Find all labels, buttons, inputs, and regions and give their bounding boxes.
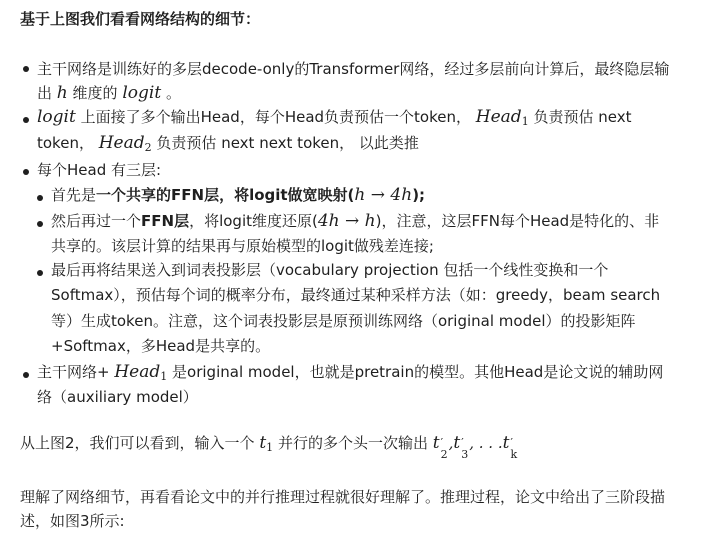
math-t1-sub: 1 <box>266 441 274 454</box>
sub-bullet-3-line-4 <box>51 333 270 359</box>
math-head-1-base: Head <box>475 107 522 127</box>
sub-bullet-dot <box>37 195 43 201</box>
bullet-1-line-2 <box>37 80 181 106</box>
math-ellipsis: , . . . <box>469 434 503 452</box>
bullet-2-text-3: token， <box>37 134 94 152</box>
math-t3-script <box>460 434 469 461</box>
paragraph-1 <box>20 430 518 461</box>
bullet-1-text-pre: 出 <box>37 84 53 102</box>
sub-bullet-1-bold: 一个共享的FFN层，将logit做宽映射( <box>96 186 355 204</box>
math-t2-script <box>440 434 449 461</box>
bullet-2-text-1: 上面接了多个输出Head，每个Head负责预估一个token， <box>80 108 471 126</box>
sub-bullet-dot <box>37 221 43 227</box>
bullet-4-line-2-text: 络（auxiliary model） <box>37 388 198 406</box>
bullet-4-pre: 主干网络+ <box>37 363 110 381</box>
math-head-1-sub: 1 <box>521 115 529 128</box>
sub-bullet-1-line <box>51 182 425 208</box>
math-4h-to-h: 4h → h <box>317 211 376 231</box>
bullet-3-line <box>37 157 161 183</box>
sub-bullet-2-line-1 <box>51 208 659 234</box>
sub-bullet-2-mid: ，将logit维度还原( <box>189 212 318 230</box>
bullet-4-post: 是original model，也就是pretrain的模型。其他Head是论文说的辅助网 <box>172 363 664 381</box>
math-head-2-sub: 2 <box>144 141 152 154</box>
math-logit: logit <box>37 107 76 127</box>
sub-bullet-2-post: )，注意，这层FFN每个Head是特化的、非 <box>375 212 660 230</box>
math-tk-script <box>509 434 518 461</box>
bullet-dot <box>23 169 29 175</box>
section-heading: 基于上图我们看看网络结构的细节： <box>20 10 261 28</box>
bullet-1-text: 主干网络是训练好的多层decode-only的Transformer网络，经过多层前向计算后，最终隐层输 <box>37 60 670 78</box>
sub-bullet-3-line-2 <box>51 282 660 308</box>
math-output-sequence <box>432 433 519 461</box>
paragraph-2-line-1 <box>20 484 665 510</box>
math-prime: ′ <box>440 436 444 449</box>
paragraph-2-text-2: 述，如图3所示: <box>20 512 125 530</box>
bullet-2-text-2: 负责预估 next <box>533 108 632 126</box>
math-prime: ′ <box>510 436 513 449</box>
sub-bullet-2-line-2 <box>51 233 434 259</box>
sub-bullet-2-pre: 然后再过一个 <box>51 212 142 230</box>
sub-bullet-3-line-3 <box>51 308 636 334</box>
math-prime: ′ <box>461 436 464 449</box>
sub-bullet-3-line-1 <box>51 257 608 283</box>
sub-bullet-3-text-1: 最后再将结果送入到词表投影层（vocabulary projection 包括一个线性变换和一个 <box>51 261 609 279</box>
sub-bullet-1-pre: 首先是 <box>51 186 97 204</box>
bullet-3-text: 每个Head 有三层: <box>37 161 162 179</box>
paragraph-1-pre: 从上图2，我们可以看到，输入一个 <box>20 434 255 452</box>
math-head-1-base: Head <box>114 362 161 382</box>
bullet-dot <box>23 66 29 72</box>
bullet-1-line-1 <box>37 56 669 82</box>
math-t3-sub: 3 <box>461 448 469 461</box>
bullet-2-text-4: 负责预估 next next token， 以此类推 <box>156 134 419 152</box>
sub-bullet-3-text-4: +Softmax，多Head是共享的。 <box>51 337 271 355</box>
sub-bullet-2-bold: FFN层 <box>141 212 190 230</box>
bullet-1-text-post: 。 <box>165 84 181 102</box>
math-logit: logit <box>122 83 162 103</box>
math-tk-base: t <box>502 433 510 453</box>
paragraph-2-line-2 <box>20 508 125 534</box>
sub-bullet-1-post: ); <box>412 186 426 204</box>
bullet-dot <box>23 372 29 378</box>
math-head-2 <box>99 133 152 153</box>
bullet-1-text-mid: 维度的 <box>72 84 118 102</box>
math-t2-sub: 2 <box>440 448 448 461</box>
sub-bullet-3-text-3: 等）生成token。注意，这个词表投影层是原预训练网络（original model）的投影矩阵 <box>51 312 636 330</box>
math-t2-base: t <box>432 433 440 453</box>
math-t3-base: t <box>453 433 461 453</box>
sub-bullet-2-line-2-text: 共享的。该层计算的结果再与原始模型的logit做残差连接; <box>51 237 434 255</box>
math-head-2-base: Head <box>98 133 145 153</box>
sub-bullet-dot <box>37 270 43 276</box>
math-head-1 <box>476 107 529 127</box>
sub-bullet-3-text-2: Softmax），预估每个词的概率分布，最终通过某种采样方法（如：greedy，beam search <box>51 286 661 304</box>
math-head-1-sub: 1 <box>160 370 168 383</box>
bullet-dot <box>23 117 29 123</box>
math-tk-sub: k <box>510 448 518 461</box>
bullet-4-line-2 <box>37 384 198 410</box>
math-t1 <box>259 433 273 453</box>
math-comma: , <box>448 434 454 452</box>
math-h-to-4h: h → 4h <box>354 185 413 205</box>
math-h: h <box>56 83 68 103</box>
paragraph-2-text-1: 理解了网络细节，再看看论文中的并行推理过程就很好理解了。推理过程，论文中给出了三阶段描 <box>20 488 666 506</box>
paragraph-1-mid: 并行的多个头一次输出 <box>277 434 428 452</box>
math-t1-base: t <box>259 433 267 453</box>
math-head-1 <box>114 362 167 382</box>
